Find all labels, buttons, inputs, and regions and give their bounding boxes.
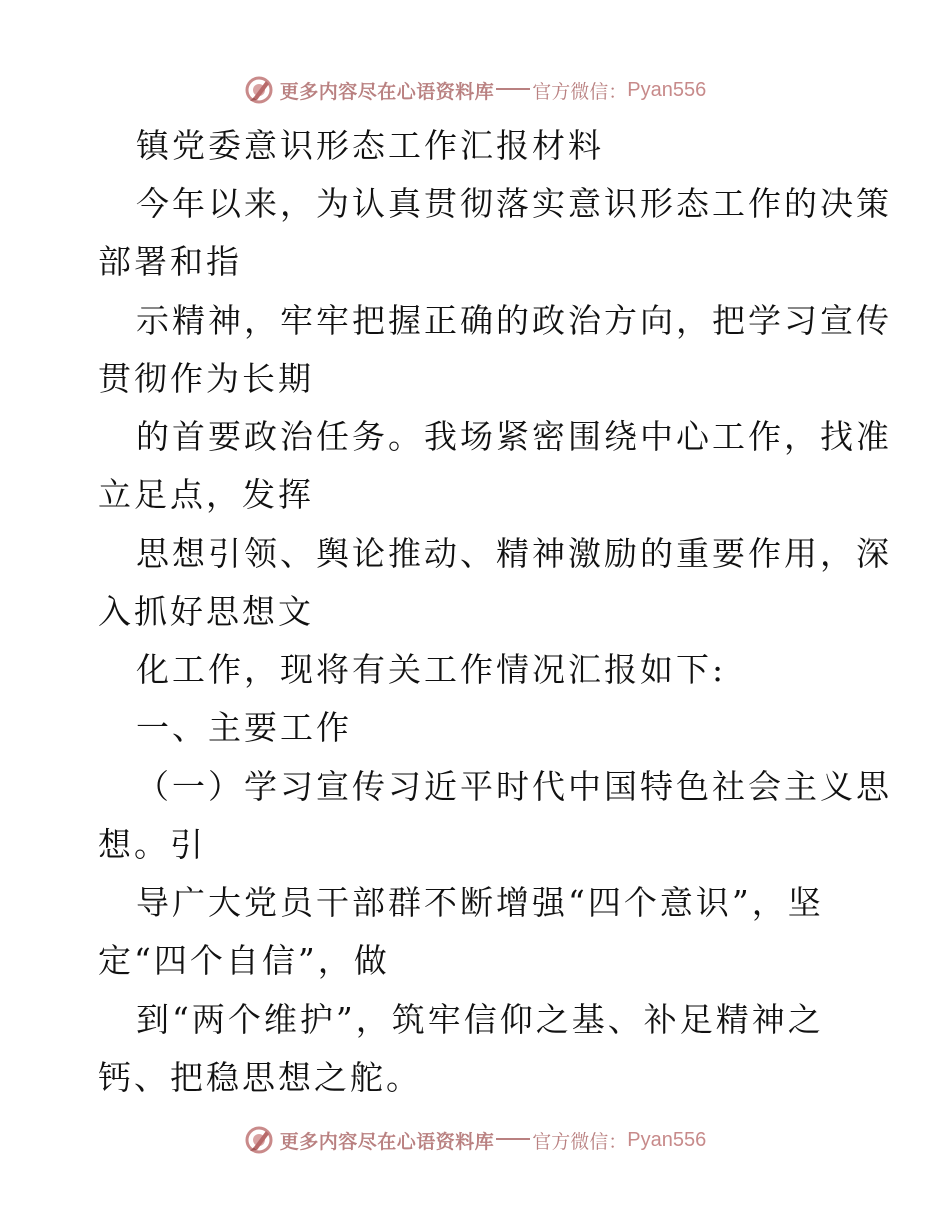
watermark-wechat-label: 官方微信： [532,80,628,103]
footer-watermark [0,1120,950,1160]
watermark-dash [496,88,530,90]
paragraph-line: 贯彻作为长期 [98,359,314,398]
subsection-heading: （一）学习宣传习近平时代中国特色社会主义思 [136,767,892,806]
paragraph-line: 化工作，现将有关工作情况汇报如下: [136,650,727,689]
header-watermark [0,70,950,110]
document-title: 镇党委意识形态工作汇报材料 [136,126,604,165]
watermark-dash [496,1138,530,1140]
paragraph-line: 的首要政治任务。我场紧密围绕中心工作，找准 [136,417,892,456]
pen-nib-logo-icon [244,75,274,105]
paragraph-line: 立足点，发挥 [98,475,314,514]
paragraph-line: 钙、把稳思想之舵。 [98,1058,422,1097]
watermark-wechat-handle: Pyan556 [627,1128,707,1151]
pen-nib-logo-icon [244,1125,274,1155]
paragraph-line: 示精神，牢牢把握正确的政治方向，把学习宣传 [136,301,892,340]
paragraph-line: 定“四个自信”，做 [98,941,390,980]
paragraph-line: 想。引 [98,825,206,864]
watermark-wechat-handle: Pyan556 [627,78,707,101]
paragraph-line: 部署和指 [98,242,242,281]
watermark-text: 更多内容尽在心语资料库 [279,80,495,103]
paragraph-line: 今年以来，为认真贯彻落实意识形态工作的决策 [136,184,892,223]
section-heading: 一、主要工作 [136,708,352,747]
paragraph-line: 思想引领、舆论推动、精神激励的重要作用，深 [136,534,892,573]
paragraph-line: 入抓好思想文 [98,592,314,631]
watermark-wechat-label: 官方微信： [532,1130,628,1153]
paragraph-line: 导广大党员干部群不断增强“四个意识”，坚 [136,883,824,922]
watermark-text: 更多内容尽在心语资料库 [279,1130,495,1153]
paragraph-line: 到“两个维护”，筑牢信仰之基、补足精神之 [136,1000,824,1039]
